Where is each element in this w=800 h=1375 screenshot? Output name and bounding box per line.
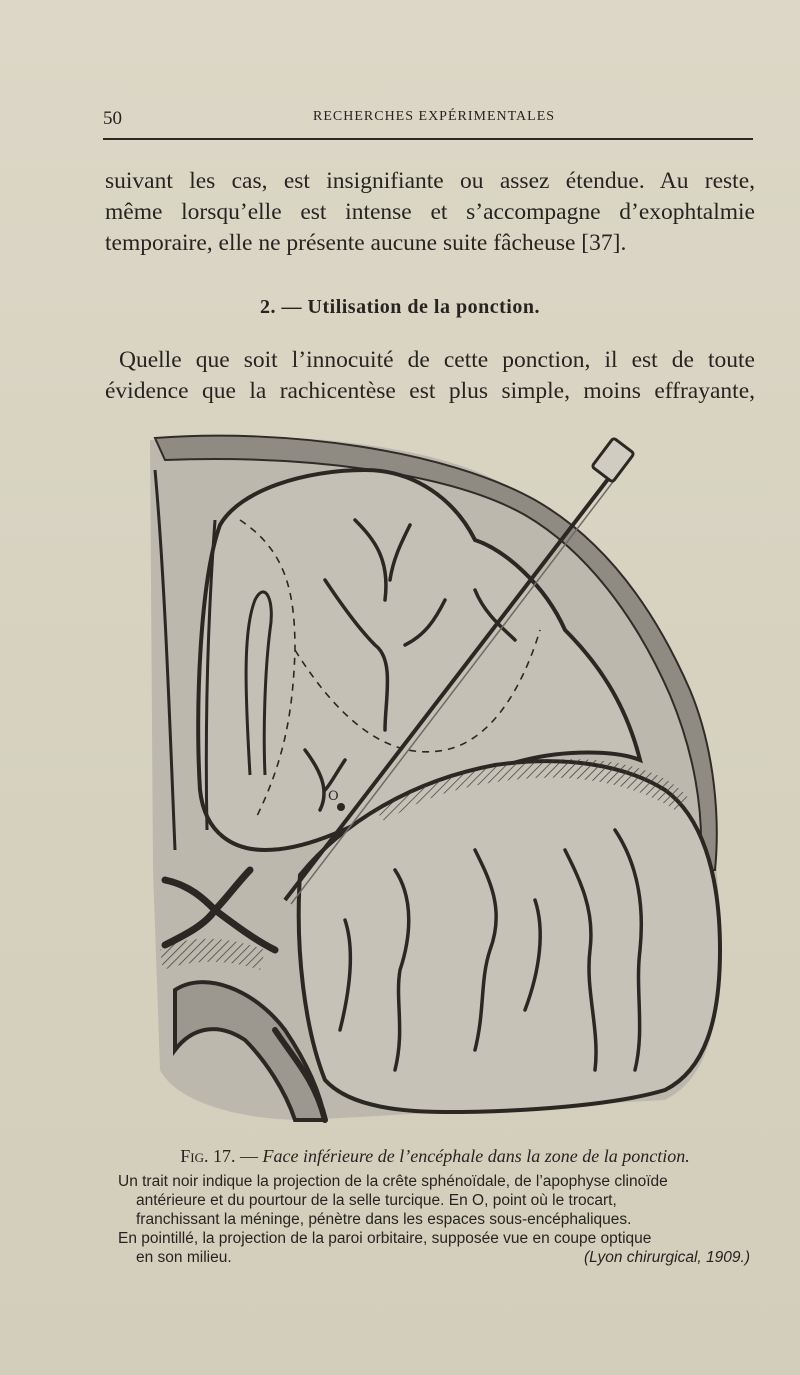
brain-puncture-illustration bbox=[145, 430, 725, 1130]
legend-last-row bbox=[118, 1248, 768, 1267]
page-number: 50 bbox=[103, 108, 122, 129]
figure-title: Face inférieure de l’encéphale dans la zone de la ponction. bbox=[262, 1146, 690, 1166]
running-head: RECHERCHES EXPÉRIMENTALES bbox=[313, 109, 556, 124]
entry-point-o bbox=[337, 803, 345, 811]
text-line: Quelle que soit l’innocuité de cette ponction, il est de toute bbox=[119, 347, 755, 373]
text-line: même lorsqu’elle est intense et s’accompagne d’exophtalmie bbox=[105, 199, 755, 225]
legend-line: Un trait noir indique la projection de la crête sphénoïdale, de l’apophyse clinoïde bbox=[118, 1173, 668, 1190]
legend-line: franchissant la méninge, pénètre dans les espaces sous-encéphaliques. bbox=[136, 1211, 632, 1228]
paragraph-utilisation bbox=[105, 345, 755, 407]
text-line: évidence que la rachicentèse est plus simple, moins effrayante, bbox=[105, 378, 755, 404]
legend-line: en son milieu. bbox=[136, 1249, 232, 1266]
paragraph-continued bbox=[105, 166, 755, 259]
page-header bbox=[103, 104, 753, 132]
illustration-drawing bbox=[145, 430, 725, 1130]
text-line: suivant les cas, est insignifiante ou assez étendue. Au reste, bbox=[105, 168, 755, 194]
header-rule bbox=[103, 138, 753, 140]
section-heading: 2. — Utilisation de la ponction. bbox=[260, 296, 540, 318]
point-o-label: O bbox=[328, 789, 339, 804]
figure-source: (Lyon chirurgical, 1909.) bbox=[584, 1249, 750, 1266]
legend-line: En pointillé, la projection de la paroi orbitaire, supposée vue en coupe optique bbox=[118, 1230, 652, 1247]
figure-legend bbox=[118, 1172, 768, 1267]
figure-caption bbox=[115, 1146, 755, 1167]
text-line: temporaire, elle ne présente aucune suite fâcheuse [37]. bbox=[105, 230, 627, 256]
figure-number: Fig. 17. — bbox=[180, 1146, 258, 1166]
legend-line: antérieure et du pourtour de la selle turcique. En O, point où le trocart, bbox=[136, 1192, 617, 1209]
